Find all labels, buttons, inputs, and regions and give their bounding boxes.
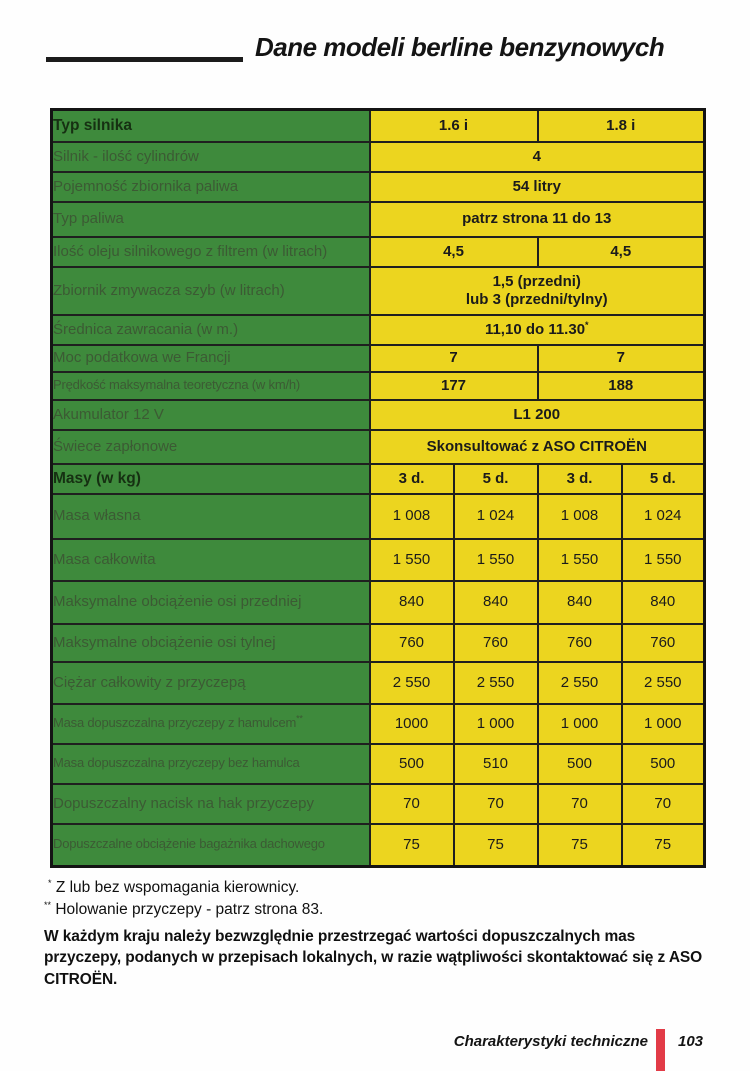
row-value: 500 — [370, 744, 454, 784]
row-value: 500 — [538, 744, 622, 784]
table-row-gross-weight — [52, 539, 705, 581]
page-number: 103 — [678, 1033, 704, 1050]
table-row-rear-axle-load — [52, 624, 705, 662]
row-value: 1 550 — [622, 539, 705, 581]
table-row-roof-rack-load — [52, 824, 705, 867]
mass-col-header: 5 d. — [622, 464, 705, 494]
row-value: 70 — [454, 784, 538, 824]
turning-circle-value: 11,10 do 11.30 — [484, 320, 586, 338]
row-value: 1 550 — [454, 539, 538, 581]
row-value — [370, 315, 705, 345]
row-value: 760 — [454, 624, 538, 662]
row-value: 54 litry — [370, 172, 705, 202]
row-value: 840 — [538, 581, 622, 624]
row-label: Masy (w kg) — [52, 464, 370, 494]
table-row-max-speed — [52, 372, 705, 400]
row-value: 1 008 — [538, 494, 622, 539]
row-label: Maksymalne obciążenie osi przedniej — [52, 581, 370, 624]
table-row-front-axle-load — [52, 581, 705, 624]
engine-col-1-8: 1.8 i — [538, 110, 705, 142]
table-row-kerb-weight — [52, 494, 705, 539]
table-row-spark-plugs — [52, 430, 705, 464]
row-value: 75 — [370, 824, 454, 867]
footnote-1-text: Z lub bez wspomagania kierownicy. — [55, 879, 300, 896]
row-value: 1 000 — [454, 704, 538, 744]
table-row-fuel-type — [52, 202, 705, 237]
row-value: 760 — [622, 624, 705, 662]
table-row-cylinders — [52, 142, 705, 172]
row-label: Dopuszczalne obciążenie bagażnika dachowego — [52, 824, 370, 867]
footnotes-block — [44, 879, 716, 994]
row-label: Masa całkowita — [52, 539, 370, 581]
table-row-washer-tank — [52, 267, 705, 315]
row-value: 1 000 — [538, 704, 622, 744]
footnote-marker: ** — [296, 713, 303, 724]
row-label: Moc podatkowa we Francji — [52, 345, 370, 372]
row-label — [52, 704, 370, 744]
row-value — [370, 267, 705, 315]
footer-red-bar — [656, 1029, 665, 1071]
row-value: 510 — [454, 744, 538, 784]
washer-value-line1: 1,5 (przedni) — [492, 273, 581, 291]
row-value: 1 000 — [622, 704, 705, 744]
row-value: 7 — [538, 345, 705, 372]
row-value: 1 550 — [370, 539, 454, 581]
table-row-battery — [52, 400, 705, 430]
table-row-turning-circle — [52, 315, 705, 345]
table-row-engine-type — [52, 110, 705, 142]
table-row-braked-trailer — [52, 704, 705, 744]
row-value: 500 — [622, 744, 705, 784]
row-label: Masa dopuszczalna przyczepy bez hamulca — [52, 744, 370, 784]
row-value: 2 550 — [622, 662, 705, 704]
engine-col-1-6: 1.6 i — [370, 110, 538, 142]
table-row-total-with-trailer — [52, 662, 705, 704]
table-row-mass-header — [52, 464, 705, 494]
row-label: Prędkość maksymalna teoretyczna (w km/h) — [52, 372, 370, 400]
row-label: Akumulator 12 V — [52, 400, 370, 430]
row-value: Skonsultować z ASO CITROËN — [370, 430, 705, 464]
row-value: 1 024 — [622, 494, 705, 539]
row-value: 840 — [370, 581, 454, 624]
washer-value-line2: lub 3 (przedni/tylny) — [465, 290, 608, 308]
row-label: Średnica zawracania (w m.) — [52, 315, 370, 345]
footnote-2 — [44, 901, 716, 919]
row-value: 2 550 — [538, 662, 622, 704]
mass-col-header: 5 d. — [454, 464, 538, 494]
technical-data-table — [50, 108, 706, 868]
row-value: 1000 — [370, 704, 454, 744]
footnote-marker: * — [585, 319, 589, 330]
mass-col-header: 3 d. — [538, 464, 622, 494]
row-value: 840 — [622, 581, 705, 624]
row-value: 75 — [454, 824, 538, 867]
table-row-fuel-tank — [52, 172, 705, 202]
row-value: 760 — [538, 624, 622, 662]
page-title: Dane modeli berline benzynowych — [255, 32, 665, 62]
row-label: Maksymalne obciążenie osi tylnej — [52, 624, 370, 662]
row-value: 1 024 — [454, 494, 538, 539]
footnote-2-text: Holowanie przyczepy - patrz strona 83. — [55, 901, 324, 918]
footnote-1-marker: * — [48, 877, 52, 888]
row-value: 75 — [538, 824, 622, 867]
trailer-mass-warning: W każdym kraju należy bezwzględnie przestrzegać wartości dopuszczalnych mas przyczepy, podanych w przepisach lokalnych, w razie wątpliwości skontaktować się z ASO CITROËN. — [44, 928, 703, 988]
row-value: L1 200 — [370, 400, 705, 430]
row-value: 4 — [370, 142, 705, 172]
row-value: patrz strona 11 do 13 — [370, 202, 705, 237]
table-row-tax-power — [52, 345, 705, 372]
mass-col-header: 3 d. — [370, 464, 454, 494]
footnote-1 — [44, 879, 716, 897]
table-row-engine-oil — [52, 237, 705, 267]
row-label: Pojemność zbiornika paliwa — [52, 172, 370, 202]
row-value: 1 008 — [370, 494, 454, 539]
footnote-2-marker: ** — [44, 899, 52, 910]
row-value: 760 — [370, 624, 454, 662]
title-underline-rule — [46, 57, 243, 62]
row-value: 7 — [370, 345, 538, 372]
row-value: 70 — [370, 784, 454, 824]
row-label: Ilość oleju silnikowego z filtrem (w litrach) — [52, 237, 370, 267]
table-row-unbraked-trailer — [52, 744, 705, 784]
row-label: Masa własna — [52, 494, 370, 539]
row-label: Typ paliwa — [52, 202, 370, 237]
row-label: Zbiornik zmywacza szyb (w litrach) — [52, 267, 370, 315]
footer-section-title: Charakterystyki techniczne — [453, 1033, 648, 1050]
row-label: Ciężar całkowity z przyczepą — [52, 662, 370, 704]
braked-trailer-label: Masa dopuszczalna przyczepy z hamulcem — [53, 715, 297, 731]
row-value: 177 — [370, 372, 538, 400]
table-row-hitch-load — [52, 784, 705, 824]
row-label: Typ silnika — [52, 110, 370, 142]
row-value: 70 — [538, 784, 622, 824]
row-value: 70 — [622, 784, 705, 824]
row-value: 2 550 — [454, 662, 538, 704]
row-value: 840 — [454, 581, 538, 624]
row-label: Silnik - ilość cylindrów — [52, 142, 370, 172]
row-value: 188 — [538, 372, 705, 400]
row-value: 75 — [622, 824, 705, 867]
row-value: 4,5 — [370, 237, 538, 267]
row-value: 2 550 — [370, 662, 454, 704]
row-label: Świece zapłonowe — [52, 430, 370, 464]
row-label: Dopuszczalny nacisk na hak przyczepy — [52, 784, 370, 824]
row-value: 1 550 — [538, 539, 622, 581]
row-value: 4,5 — [538, 237, 705, 267]
